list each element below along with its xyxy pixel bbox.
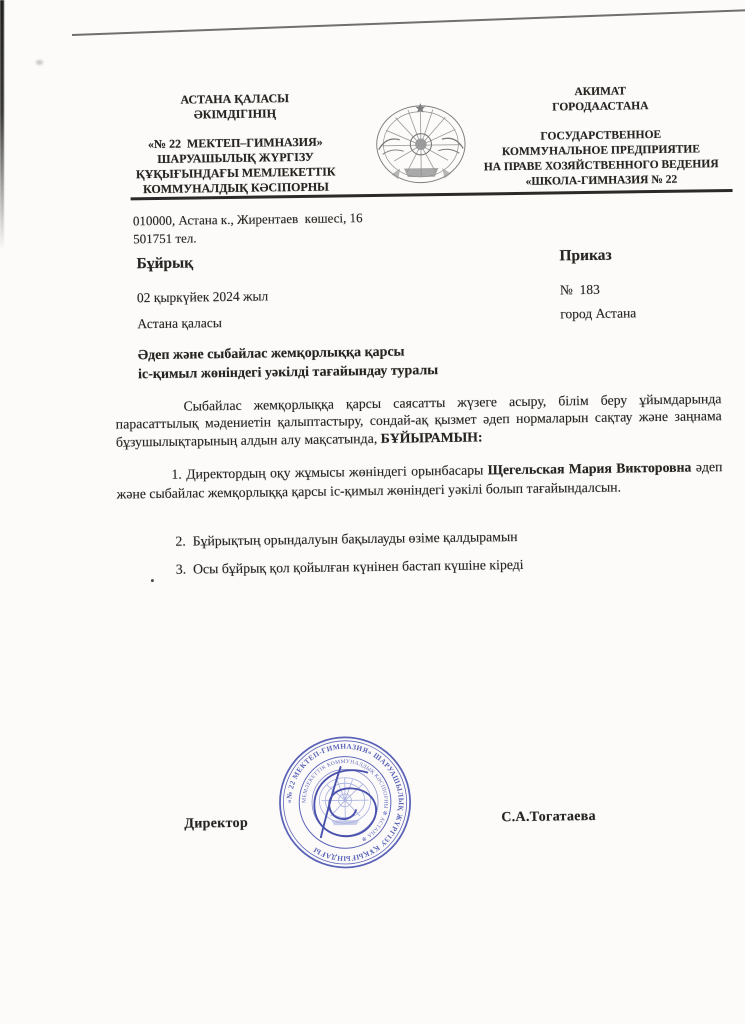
stamp-outer-ring-text: «№ 22 МЕКТЕП-ГИМНАЗИЯ» ШАРУАШЫЛЫҚ ЖҮРГІЗУ ҚҰҚЫҒЫНДАҒЫ [285,742,405,863]
org-name-ru-3: НА ПРАВЕ ХОЗЯЙСТВЕННОГО ВЕДЕНИЯ [483,158,719,174]
order-title-line2: іс-қимыл жөніндегі уәкілді тағайындау туралы [137,362,439,382]
org-name-kk-1: «№ 22 МЕКТЕП–ГИМНАЗИЯ» [147,134,323,152]
header-kazakh [122,90,348,197]
address-block [133,209,363,248]
kazakhstan-emblem-icon [372,100,469,187]
order-city-kk: Астана қаласы [137,315,222,332]
item1-text-post: әдеп және сыбайлас жемқорлыққа қарсы іс-қимыл жөніндегі уәкілі болып тағайындалсын. [116,459,723,502]
order-label-ru: Приказ [559,246,612,265]
preamble-text: Сыбайлас жемқорлыққа қарсы саясатты жүзеге асыру, білім беру ұйымдарында парасаттылық мәдениетін қалыптастыру, сондай-ақ қызмет әдеп нормаларын сақтау және заңнама бұзушылықтарының алдын алу мақсатында, [115,391,722,450]
phone-line: 501751 тел. [133,230,197,247]
item1-appointee-name: Щегельская Мария Викторовна [487,459,692,478]
address-line: 010000, Астана к., Жирентаев көшесі, 16 [132,210,363,229]
org-name-kk-2: ШАРУАШЫЛЫҚ ЖҮРГІЗУ [157,149,314,166]
order-item-1 [116,457,722,503]
order-label-kk: Бұйрық [136,254,194,273]
order-date: 02 қыркүйек 2024 жыл [136,288,269,306]
order-item-2: 2. Бұйрықтың орындалуын бақылауды өзіме қалдырамын [175,528,518,549]
order-title-line1: Әдеп және сыбайлас жемқорлыққа қарсы [137,344,405,364]
org-name-kk-4: КОММУНАЛДЫҚ КӘСІПОРНЫ [142,179,330,197]
header-russian [466,83,735,191]
org-name-ru-2: КОММУНАЛЬНОЕ ПРЕДПРИЯТИЕ [501,143,701,159]
order-preamble [115,390,722,450]
stamp-inner-ring-text: МЕМЛЕКЕТТІК КОММУНАЛДЫҚ КӘСІПОРНЫ ✻ АСТАНА ✻ [301,758,389,843]
signature-role: Директор [184,815,249,832]
authority-name-ru: АКИМАТ [574,85,626,99]
order-item-3: 3. Осы бұйрық қол қойылған күнінен бастап күшіне кіреді [175,556,524,577]
order-title [138,343,439,384]
signature-name: С.А.Тогатаева [501,808,597,826]
official-round-stamp [275,732,415,872]
ink-dot-artifact [151,579,154,582]
org-name-ru-4: «ШКОЛА-ГИМНАЗИЯ № 22 [525,173,678,188]
authority-name-ru-2: ГОРОДААСТАНА [552,100,649,114]
preamble-resolution-word: БҰЙЫРАМЫН: [380,429,483,446]
item1-text-pre: 1. Директордың оқу жұмысы жөніндегі орынбасары [171,462,488,482]
org-name-ru-1: ГОСУДАРСТВЕННОЕ [540,128,662,143]
order-city-ru: город Астана [560,305,637,322]
emblem-banner [404,168,439,177]
org-name-kk-3: ҚҰҚЫҒЫНДАҒЫ МЕМЛЕКЕТТІК [135,164,336,182]
authority-name-kk: АСТАНА ҚАЛАСЫ [180,91,290,107]
authority-name-kk-2: ӘКІМДІГІНІҢ [193,106,277,122]
order-number: № 183 [559,281,600,298]
